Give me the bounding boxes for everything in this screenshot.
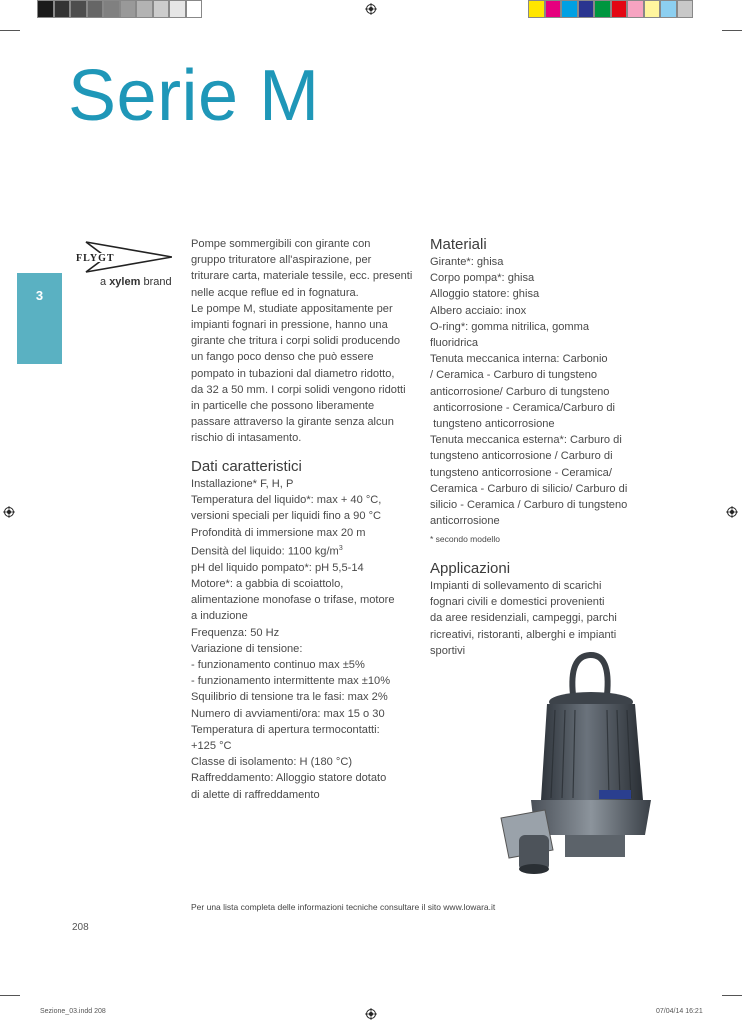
- materiali-line: anticorrosione/ Carburo di tungsteno: [430, 385, 610, 398]
- page-title: Serie M: [68, 56, 320, 136]
- brand-prefix: a: [100, 276, 107, 288]
- applicazioni-heading: Applicazioni: [430, 560, 511, 577]
- xylem-brand-line: [100, 276, 172, 288]
- density-superscript: 3: [338, 544, 343, 552]
- dati-line: alimentazione monofase o trifase, motore: [191, 594, 395, 607]
- color-swatch: [186, 0, 203, 18]
- materiali-line: Tenuta meccanica interna: Carbonio: [430, 353, 608, 366]
- dati-line: Raffreddamento: Alloggio statore dotato: [191, 772, 387, 785]
- dati-line: Squilibrio di tensione tra le fasi: max 2%: [191, 691, 388, 704]
- color-swatch: [677, 0, 694, 18]
- dati-lines: [191, 476, 416, 803]
- materiali-line: tungsteno anticorrosione - Ceramica/: [430, 466, 612, 479]
- dati-section: [191, 458, 416, 803]
- materiali-line: Girante*: ghisa: [430, 256, 504, 268]
- intro-line: impianti fognari in pressione, hanno una: [191, 319, 388, 332]
- color-swatch: [120, 0, 137, 18]
- intro-line: Le pompe M, studiate appositamente per: [191, 302, 393, 315]
- materiali-line: Ceramica - Carburo di silicio/ Carburo di: [430, 482, 628, 495]
- materiali-line: O-ring*: gomma nitrilica, gomma: [430, 320, 590, 333]
- crop-mark: [722, 995, 742, 996]
- dati-line: Temperatura del liquido*: max + 40 °C,: [191, 494, 382, 507]
- registration-mark-icon: [365, 1008, 377, 1020]
- intro-line: rischio di intasamento.: [191, 432, 302, 445]
- dati-line: Densità del liquido: 1100 $kg/m^3$: [191, 544, 343, 558]
- color-swatch: [87, 0, 104, 18]
- crop-mark: [0, 30, 20, 31]
- dati-line: Motore*: a gabbia di scoiattolo,: [191, 577, 344, 590]
- footer-note: Per una lista completa delle informazioni tecniche consultare il sito www.lowara.it: [191, 902, 496, 912]
- intro-line: da 32 a 50 mm. I corpi solidi vengono ridotti: [191, 383, 406, 396]
- materiali-line: anticorrosione: [430, 515, 500, 528]
- color-swatch: [660, 0, 677, 18]
- color-swatch: [644, 0, 661, 18]
- color-swatch: [37, 0, 54, 18]
- applicazioni-line: sportivi: [430, 644, 466, 657]
- flygt-logo: [72, 240, 172, 274]
- applicazioni-line: ricreativi, ristoranti, alberghi e impianti: [430, 628, 617, 641]
- dati-line: Frequenza: 50 Hz: [191, 626, 280, 639]
- materiali-section: [430, 236, 660, 548]
- pump-image: [495, 650, 670, 875]
- flygt-logo-text: FLYGT: [76, 253, 115, 264]
- materiali-lines: [430, 254, 660, 529]
- crop-mark: [722, 30, 742, 31]
- color-bar: [528, 0, 693, 18]
- grayscale-bar: [37, 0, 202, 18]
- intro-line: gruppo trituratore all'aspirazione, per: [191, 254, 372, 267]
- brand-suffix: brand: [143, 276, 172, 288]
- materiali-line: / Ceramica - Carburo di tungsteno: [430, 369, 598, 382]
- intro-line: triturare carta, materiale tessile, ecc. presenti: [191, 270, 413, 283]
- dati-line: Profondità di immersione max 20 m: [191, 526, 366, 539]
- materiali-line: Tenuta meccanica esterna*: Carburo di: [430, 434, 622, 447]
- dati-line: - funzionamento continuo max ±5%: [191, 658, 365, 671]
- intro-line: girante che tritura i corpi solidi producendo: [191, 335, 401, 348]
- dati-line: Installazione* F, H, P: [191, 478, 294, 490]
- page-number: 208: [72, 922, 89, 933]
- dati-line: pH del liquido pompato*: pH 5,5-14: [191, 561, 364, 574]
- color-swatch: [528, 0, 545, 18]
- materiali-heading: Materiali: [430, 236, 487, 253]
- color-swatch: [136, 0, 153, 18]
- applicazioni-line: da aree residenziali, campeggi, parchi: [430, 612, 617, 625]
- intro-line: nelle acque reflue ed in fognatura.: [191, 286, 359, 299]
- dati-line: Temperatura di apertura termocontatti:: [191, 723, 380, 736]
- applicazioni-section: [430, 560, 660, 659]
- section-tab-number: 3: [35, 288, 44, 303]
- applicazioni-line: Impianti di sollevamento di scarichi: [430, 580, 602, 592]
- dati-heading: Dati caratteristici: [191, 458, 302, 475]
- materiali-line: tungsteno anticorrosione: [430, 418, 555, 431]
- materiali-line: Corpo pompa*: ghisa: [430, 272, 535, 285]
- dati-line: Variazione di tensione:: [191, 642, 303, 655]
- materiali-line: silicio - Ceramica / Carburo di tungsteno: [430, 499, 628, 512]
- dati-line: di alette di raffreddamento: [191, 788, 320, 801]
- applicazioni-lines: [430, 578, 660, 659]
- registration-mark-icon: [726, 506, 738, 518]
- materiali-line: fluoridrica: [430, 337, 479, 350]
- color-swatch: [103, 0, 120, 18]
- section-tab: [17, 273, 62, 364]
- slug-date: 07/04/14 16:21: [656, 1008, 703, 1015]
- dati-line: - funzionamento intermittente max ±10%: [191, 675, 391, 688]
- crop-mark: [0, 995, 20, 996]
- materiali-line: Alloggio statore: ghisa: [430, 288, 540, 301]
- color-swatch: [627, 0, 644, 18]
- materiali-line: tungsteno anticorrosione / Carburo di: [430, 450, 613, 463]
- intro-line: passare attraverso la girante senza alcun: [191, 416, 394, 429]
- color-swatch: [153, 0, 170, 18]
- color-swatch: [54, 0, 71, 18]
- dati-line: a induzione: [191, 610, 248, 623]
- color-swatch: [594, 0, 611, 18]
- color-swatch: [611, 0, 628, 18]
- dati-line: +125 °C: [191, 739, 232, 752]
- registration-mark-icon: [365, 3, 377, 15]
- intro-line: Pompe sommergibili con girante con: [191, 238, 371, 250]
- dati-line: versioni speciali per liquidi fino a 90 °C: [191, 510, 382, 523]
- intro-line: pompato in tubazioni dal diametro ridotto,: [191, 367, 395, 380]
- dati-line: Numero di avviamenti/ora: max 15 o 30: [191, 707, 385, 720]
- materiali-line: Albero acciaio: inox: [430, 304, 527, 317]
- intro-text: [191, 236, 416, 447]
- color-swatch: [545, 0, 562, 18]
- materiali-footnote: * secondo modello: [430, 534, 500, 545]
- dati-line: Classe di isolamento: H (180 °C): [191, 756, 353, 769]
- color-swatch: [578, 0, 595, 18]
- color-swatch: [70, 0, 87, 18]
- color-swatch: [169, 0, 186, 18]
- slug-file: Sezione_03.indd 208: [40, 1008, 106, 1015]
- registration-mark-icon: [3, 506, 15, 518]
- materiali-line: anticorrosione - Ceramica/Carburo di: [430, 401, 615, 414]
- intro-line: in particelle che possono liberamente: [191, 400, 375, 413]
- brand-xylem: xylem: [109, 276, 141, 288]
- applicazioni-line: fognari civili e domestici provenienti: [430, 596, 605, 609]
- intro-line: un fango poco denso che può essere: [191, 351, 374, 364]
- color-swatch: [561, 0, 578, 18]
